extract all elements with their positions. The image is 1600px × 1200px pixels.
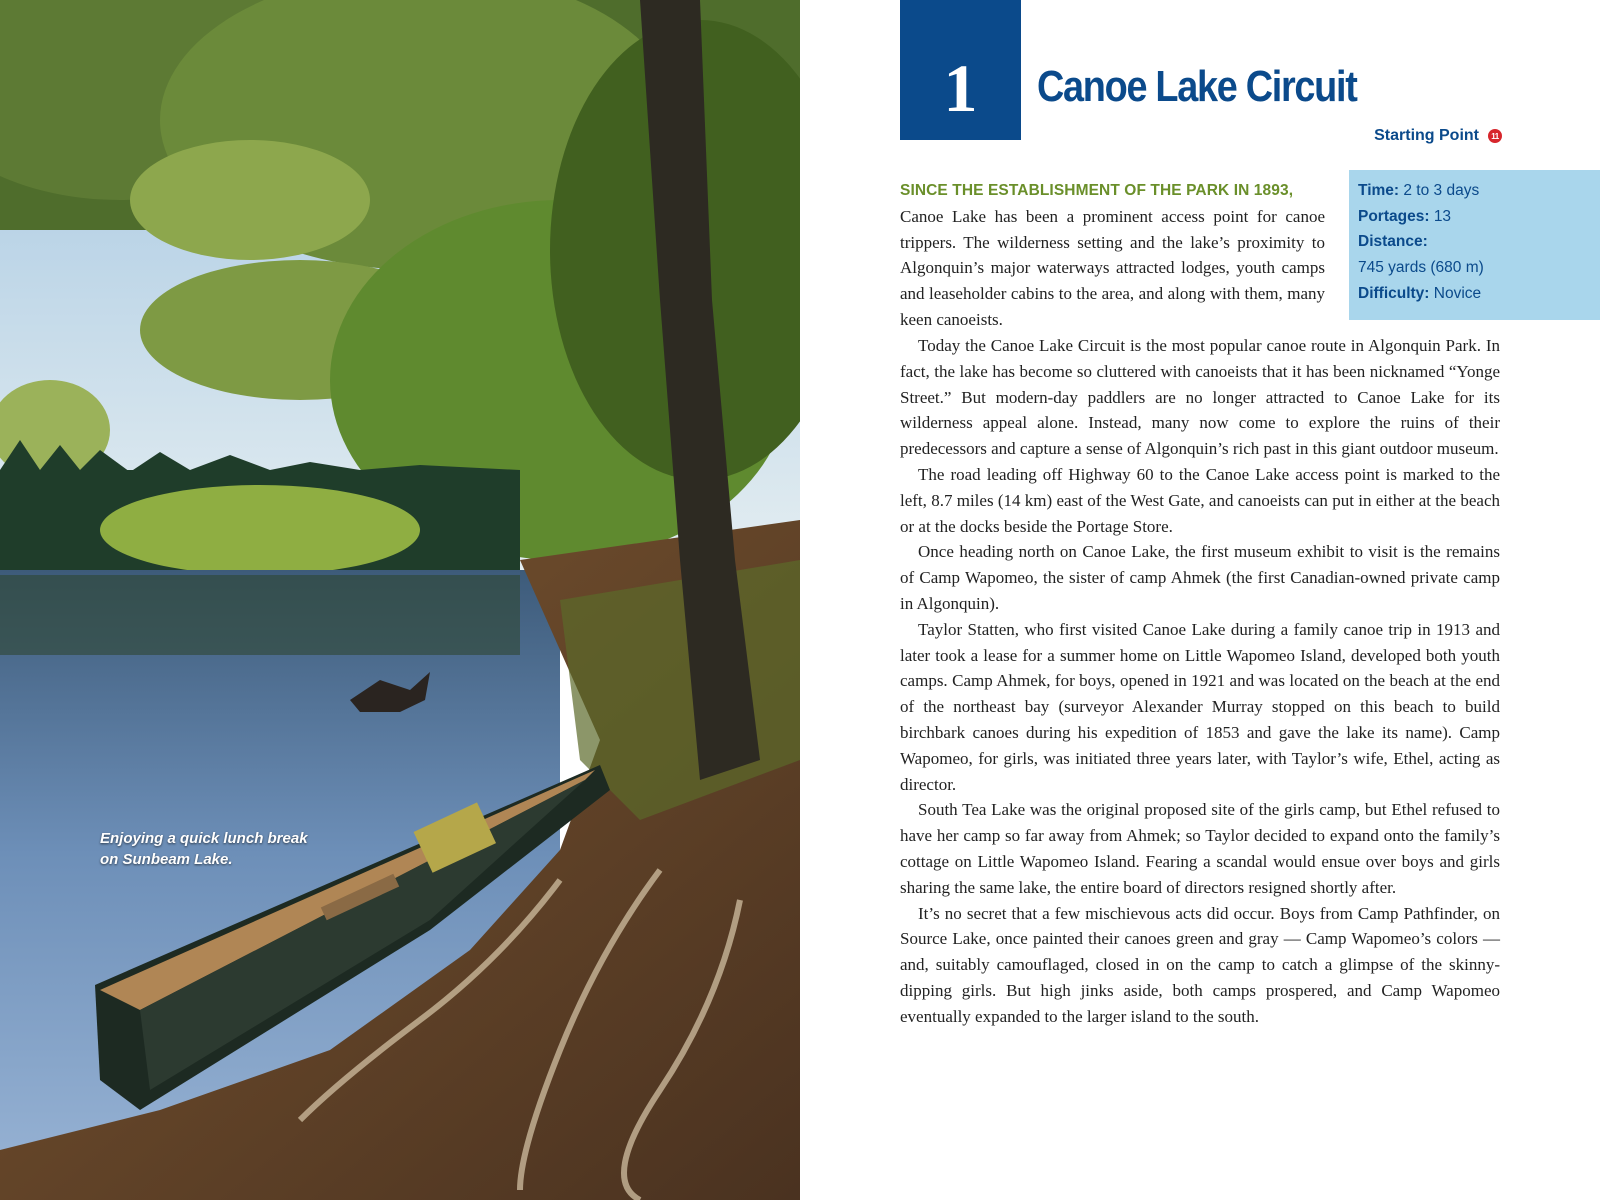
portages-label: Portages: <box>1358 207 1430 225</box>
lead-caps: SINCE THE ESTABLISHMENT OF THE PARK IN 1893, <box>900 182 1294 199</box>
info-distance-value-row <box>1358 255 1600 281</box>
chapter-number-box <box>900 0 1021 140</box>
portages-value: 13 <box>1433 207 1452 225</box>
chapter-title: Canoe Lake Circuit <box>1037 62 1357 111</box>
starting-point-label: Starting Point <box>1374 127 1479 144</box>
distance-label: Distance: <box>1358 233 1428 251</box>
lead-text: Canoe Lake has been a prominent access point for canoe trippers. The wilderness setting and the lake’s proximity to Algonquin’s major waterways attracted lodges, youth camps and leaseholder cabins to the area, and along with them, many keen canoeists. <box>900 206 1325 329</box>
paragraph: Once heading north on Canoe Lake, the first museum exhibit to visit is the remains of Camp Wapomeo, the sister of camp Ahmek (the first Canadian-owned private camp in Algonquin). <box>900 542 1500 613</box>
starting-point-badge-icon: 11 <box>1488 129 1502 143</box>
info-difficulty <box>1358 281 1600 307</box>
paragraph: South Tea Lake was the original proposed site of the girls camp, but Ethel refused to have her camp so far away from Ahmek; so Taylor decided to expand onto the family’s cottage on Little Wapomeo Island. Fearing a scandal would ensue over boys and girls sharing the same lake, the entire board of directors resigned shortly after. <box>900 800 1500 897</box>
difficulty-label: Difficulty: <box>1358 284 1430 302</box>
starting-point <box>1374 127 1502 145</box>
info-portages <box>1358 204 1600 230</box>
paragraph: The road leading off Highway 60 to the Canoe Lake access point is marked to the left, 8.7 miles (14 km) east of the West Gate, and canoeists can put in either at the beach or at the docks beside the Portage Store. <box>900 464 1500 536</box>
distance-value: 745 yards (680 m) <box>1358 259 1484 277</box>
paragraph: It’s no secret that a few mischievous acts did occur. Boys from Camp Pathfinder, on Source Lake, once painted their canoes green and gray — Camp Wapomeo’s colors — and, suitably camouflaged, closed in on the camp to catch a glimpse of the skinny-dipping girls. But high jinks aside, both camps prospered, and Camp Wapomeo eventually expanded to the larger island to the south. <box>900 903 1500 1026</box>
caption-line-1: Enjoying a quick lunch break <box>100 830 308 847</box>
route-info-box <box>1349 170 1600 320</box>
lead-paragraph <box>900 178 1325 333</box>
time-value: 2 to 3 days <box>1403 182 1480 199</box>
chapter-number: 1 <box>943 50 978 126</box>
info-distance <box>1358 229 1600 255</box>
info-time <box>1358 178 1600 204</box>
time-label: Time: <box>1358 182 1400 199</box>
body-text <box>900 333 1500 1030</box>
difficulty-value: Novice <box>1433 284 1482 302</box>
paragraph: Taylor Statten, who first visited Canoe Lake during a family canoe trip in 1913 and later took a lease for a summer home on Little Wapomeo Island, developed both youth camps. Camp Ahmek, for boys, opened in 1921 and was located on the beach at the end of the northeast bay (surveyor Alexander Murray stopped on this beach to build birchbark canoes during his expedition of 1853 and gave the lake its name). Camp Wapomeo, for girls, was initiated three years later, with Taylor’s wife, Ethel, acting as director. <box>900 619 1500 794</box>
caption-line-2: on Sunbeam Lake. <box>100 851 233 868</box>
paragraph: Today the Canoe Lake Circuit is the most popular canoe route in Algonquin Park. In fact, the lake has become so cluttered with canoeists that it has been nicknamed “Yonge Street.” But modern-day paddlers are no longer attracted to Canoe Lake for its wilderness appeal alone. Instead, many now come to explore the ruins of their predecessors and capture a sense of Algonquin’s rich past in this giant outdoor museum. <box>900 336 1500 459</box>
photo-caption <box>100 828 308 870</box>
